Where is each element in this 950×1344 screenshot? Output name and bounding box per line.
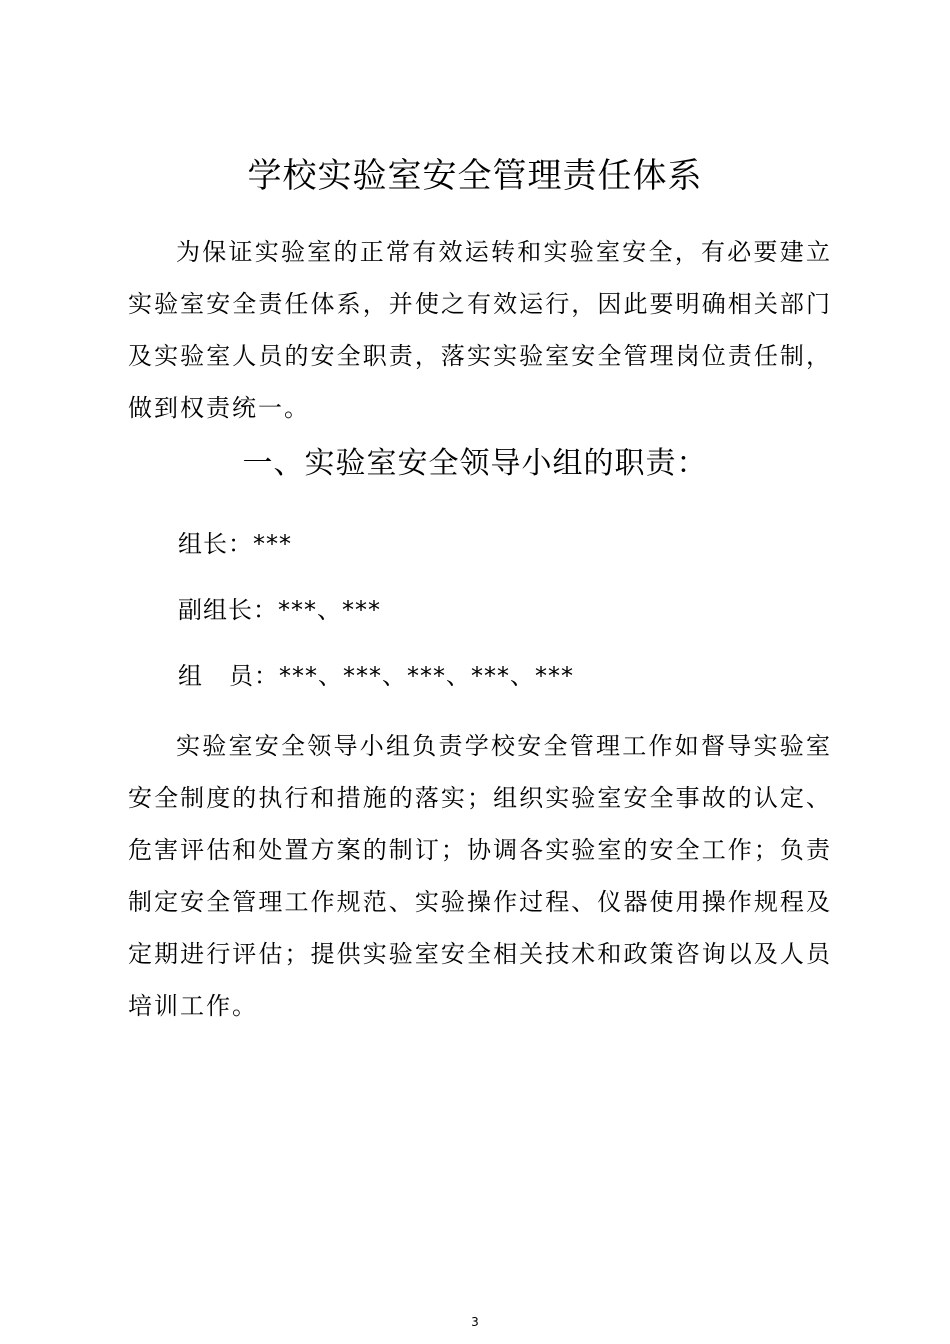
leader-line xyxy=(178,524,292,564)
intro-paragraph: 为保证实验室的正常有效运转和实验室安全，有必要建立实验室安全责任体系，并使之有效运行，因此要明确相关部门及实验室人员的安全职责，落实实验室安全管理岗位责任制，做到权责统一。 xyxy=(128,238,832,422)
page-title: 学校实验室安全管理责任体系 xyxy=(247,156,703,196)
members-value: ***、***、***、***、*** xyxy=(279,662,574,690)
leader-value: *** xyxy=(253,530,292,558)
leader-label: 组长： xyxy=(178,530,253,558)
section-heading: 一、实验室安全领导小组的职责： xyxy=(242,446,708,481)
deputy-value: ***、*** xyxy=(278,596,381,624)
members-label-second: 员： xyxy=(229,662,279,690)
duties-paragraph: 实验室安全领导小组负责学校安全管理工作如督导实验室安全制度的执行和措施的落实；组织实验室安全事故的认定、危害评估和处置方案的制订；协调各实验室的安全工作；负责制定安全管理工作规范、实验操作过程、仪器使用操作规程及定期进行评估；提供实验室安全相关技术和政策咨询以及人员培训工作。 xyxy=(128,732,832,1020)
deputy-label: 副组长： xyxy=(178,596,278,624)
members-label-first: 组 xyxy=(178,662,203,690)
members-line xyxy=(178,656,574,696)
deputy-line xyxy=(178,590,381,630)
page-number: 3 xyxy=(471,1315,479,1329)
